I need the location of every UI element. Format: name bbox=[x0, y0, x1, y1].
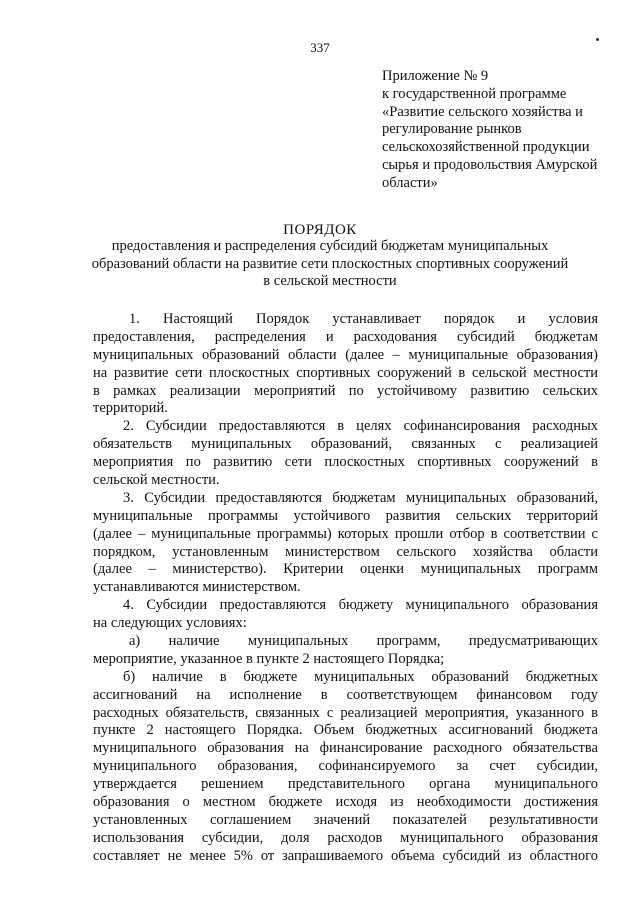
body-line: 1. Настоящий Порядок устанавливает порядок и условия bbox=[129, 311, 598, 327]
subtitle-line: предоставления и распределения субсидий бюджетам муниципальных bbox=[111, 238, 549, 254]
body-line: установленных соглашением значений показателей результативности bbox=[93, 811, 598, 828]
body-line: пункте 2 настоящего Порядка. Объем бюджетных ассигнований бюджета bbox=[93, 722, 598, 739]
body-line: мероприятия по развитию сети плоскостных спортивных сооружений в bbox=[93, 454, 598, 471]
body-line: мероприятие, указанное в пункте 2 настоящего Порядка; bbox=[93, 650, 445, 667]
body-line: муниципального образования на финансирование расходного обязательства bbox=[93, 740, 598, 757]
document-body bbox=[93, 311, 598, 866]
body-line: утверждается решением представительного органа муниципального bbox=[93, 776, 598, 793]
appendix-line: сырья и продовольствия Амурской bbox=[382, 156, 598, 173]
body-line: (далее – министерство). Критерии оценки муниципальных программ bbox=[93, 561, 598, 578]
body-line: сельской местности. bbox=[93, 472, 220, 489]
body-line: муниципальных образований области (далее – муниципальные образования) bbox=[93, 346, 598, 363]
document-subtitle bbox=[60, 238, 600, 291]
appendix-block bbox=[382, 68, 612, 193]
scan-speck bbox=[596, 38, 599, 41]
body-line: 2. Субсидии предоставляются в целях софинансирования расходных bbox=[123, 418, 598, 435]
body-line: б) наличие в бюджете муниципальных образований бюджетных bbox=[123, 668, 598, 685]
page-number: 337 bbox=[310, 40, 330, 55]
subtitle-line: в сельской местности bbox=[263, 273, 397, 290]
appendix-line: регулирование рынков bbox=[382, 121, 522, 138]
appendix-line: к государственной программе bbox=[382, 85, 567, 102]
appendix-line: сельскохозяйственной продукции bbox=[382, 139, 590, 156]
body-line: ассигнований на исполнение в соответствующем финансовом году bbox=[93, 686, 598, 703]
body-line: предоставления, распределения и расходования субсидий бюджетам bbox=[93, 328, 598, 345]
appendix-line: «Развитие сельского хозяйства и bbox=[382, 103, 583, 120]
appendix-line: Приложение № 9 bbox=[382, 68, 489, 84]
subtitle-line: образований области на развитие сети плоскостных спортивных сооружений bbox=[91, 255, 569, 272]
body-line: муниципальные программы устойчивого развития сельских территорий bbox=[93, 507, 598, 524]
body-line: территорий. bbox=[93, 400, 168, 417]
body-line: (далее – муниципальные программы) которых прошли отбор в соответствии с bbox=[93, 525, 598, 542]
body-line: расходных обязательств, связанных с реализацией мероприятия, указанного в bbox=[93, 704, 598, 721]
body-line: муниципального образования, софинансируемого за счет субсидии, bbox=[93, 758, 598, 775]
body-line: устанавливаются министерством. bbox=[93, 579, 301, 596]
document-title: ПОРЯДОК bbox=[283, 222, 357, 238]
body-line: а) наличие муниципальных программ, предусматривающих bbox=[129, 633, 598, 650]
body-line: в рамках реализации мероприятий по устойчивому развитию сельских bbox=[93, 382, 598, 399]
body-line: на следующих условиях: bbox=[93, 615, 247, 632]
body-line: порядком, установленным министерством сельского хозяйства области bbox=[93, 543, 598, 560]
body-line: составляет не менее 5% от запрашиваемого объема субсидий из областного bbox=[93, 847, 598, 864]
body-line: на развитие сети плоскостных спортивных сооружений в сельской местности bbox=[93, 364, 598, 381]
body-line: 4. Субсидии предоставляются бюджету муниципального образования bbox=[123, 597, 598, 614]
body-line: использования субсидии, доля расходов муниципального образования bbox=[93, 829, 598, 846]
body-line: 3. Субсидии предоставляются бюджетам муниципальных образований, bbox=[123, 489, 598, 506]
body-line: образования о местном бюджете исходя из необходимости достижения bbox=[93, 794, 598, 811]
appendix-line: области» bbox=[382, 174, 438, 191]
body-line: обязательств муниципальных образований, связанных с реализацией bbox=[93, 436, 598, 453]
